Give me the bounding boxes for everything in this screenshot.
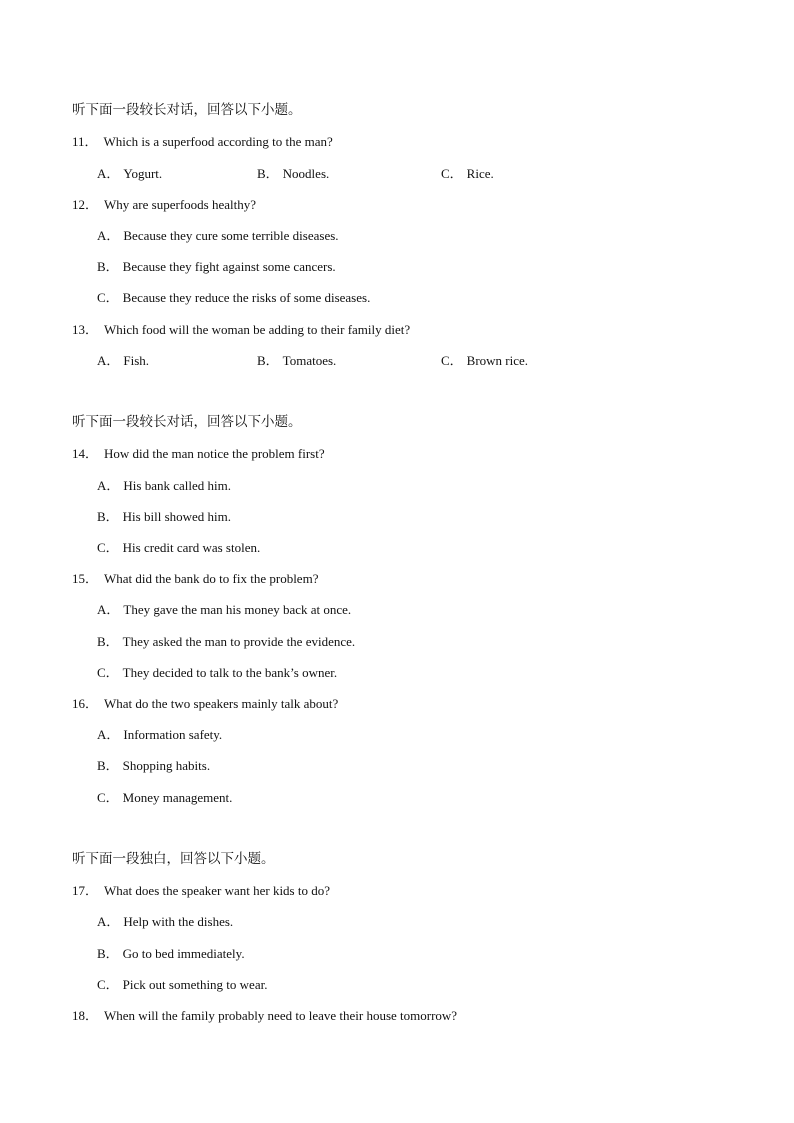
option-text: His bank called him. xyxy=(123,478,231,493)
option-text: Yogurt. xyxy=(123,166,163,181)
question-17 xyxy=(72,883,330,899)
question-number: 15． xyxy=(72,571,99,586)
option-text: Money management. xyxy=(122,790,233,805)
option-letter: B． xyxy=(257,166,279,181)
question-number: 13． xyxy=(72,322,99,337)
option-a xyxy=(97,228,339,244)
section-heading: 听下面一段较长对话，回答以下小题。 xyxy=(72,102,302,118)
section-heading: 听下面一段独白，回答以下小题。 xyxy=(72,851,275,867)
question-number: 14． xyxy=(72,446,99,461)
question-12 xyxy=(72,197,256,213)
question-text: What does the speaker want her kids to do? xyxy=(104,883,330,898)
option-text: Fish. xyxy=(123,353,150,368)
option-a xyxy=(97,166,162,182)
question-text: What did the bank do to fix the problem? xyxy=(104,571,319,586)
option-text: Because they cure some terrible diseases. xyxy=(123,228,339,243)
option-letter: A． xyxy=(97,727,120,742)
option-text: Tomatoes. xyxy=(282,353,337,368)
option-text: They asked the man to provide the evidence. xyxy=(122,634,356,649)
option-letter: B． xyxy=(97,259,119,274)
option-letter: C． xyxy=(97,790,119,805)
option-c xyxy=(441,353,528,369)
option-b xyxy=(97,634,355,650)
option-letter: B． xyxy=(97,509,119,524)
question-text: When will the family probably need to leave their house tomorrow? xyxy=(104,1008,458,1023)
option-c xyxy=(97,290,370,306)
option-letter: B． xyxy=(97,946,119,961)
option-b xyxy=(97,509,231,525)
option-a xyxy=(97,602,351,618)
option-text: Help with the dishes. xyxy=(123,914,234,929)
question-text: How did the man notice the problem first? xyxy=(104,446,325,461)
option-letter: B． xyxy=(97,634,119,649)
question-number: 17． xyxy=(72,883,99,898)
option-c xyxy=(97,665,337,681)
option-letter: C． xyxy=(441,353,463,368)
question-18 xyxy=(72,1008,457,1024)
option-text: Pick out something to wear. xyxy=(122,977,268,992)
option-letter: A． xyxy=(97,914,120,929)
option-letter: C． xyxy=(441,166,463,181)
question-16 xyxy=(72,696,338,712)
question-14 xyxy=(72,446,325,462)
option-a xyxy=(97,914,233,930)
option-letter: C． xyxy=(97,665,119,680)
option-b xyxy=(97,946,245,962)
section-heading: 听下面一段较长对话，回答以下小题。 xyxy=(72,414,302,430)
question-13 xyxy=(72,322,410,338)
question-11 xyxy=(72,134,333,150)
question-number: 16． xyxy=(72,696,99,711)
option-text: Because they reduce the risks of some diseases. xyxy=(122,290,371,305)
option-text: Brown rice. xyxy=(466,353,529,368)
option-text: Go to bed immediately. xyxy=(122,946,245,961)
option-letter: A． xyxy=(97,353,120,368)
option-letter: A． xyxy=(97,478,120,493)
option-text: They decided to talk to the bank’s owner. xyxy=(122,665,338,680)
option-b xyxy=(97,758,210,774)
option-letter: B． xyxy=(257,353,279,368)
option-c xyxy=(97,977,267,993)
option-text: His credit card was stolen. xyxy=(122,540,261,555)
question-number: 12． xyxy=(72,197,99,212)
option-letter: C． xyxy=(97,540,119,555)
option-c xyxy=(441,166,494,182)
option-b xyxy=(257,353,336,369)
option-b xyxy=(97,259,336,275)
option-letter: C． xyxy=(97,290,119,305)
question-text: Why are superfoods healthy? xyxy=(104,197,256,212)
option-letter: A． xyxy=(97,228,120,243)
option-a xyxy=(97,478,231,494)
option-letter: A． xyxy=(97,602,120,617)
question-text: Which food will the woman be adding to their family diet? xyxy=(104,322,411,337)
question-text: What do the two speakers mainly talk about? xyxy=(104,696,339,711)
option-text: His bill showed him. xyxy=(122,509,232,524)
option-a xyxy=(97,353,149,369)
option-c xyxy=(97,540,260,556)
option-text: Rice. xyxy=(466,166,494,181)
option-letter: C． xyxy=(97,977,119,992)
question-15 xyxy=(72,571,318,587)
option-c xyxy=(97,790,232,806)
question-text: Which is a superfood according to the man? xyxy=(103,134,333,149)
option-text: Information safety. xyxy=(123,727,223,742)
option-text: Because they fight against some cancers. xyxy=(122,259,336,274)
option-text: Shopping habits. xyxy=(122,758,211,773)
question-number: 18． xyxy=(72,1008,99,1023)
option-letter: B． xyxy=(97,758,119,773)
question-number: 11． xyxy=(72,134,98,149)
option-text: Noodles. xyxy=(282,166,330,181)
option-b xyxy=(257,166,329,182)
option-text: They gave the man his money back at once. xyxy=(123,602,352,617)
option-a xyxy=(97,727,222,743)
option-letter: A． xyxy=(97,166,120,181)
